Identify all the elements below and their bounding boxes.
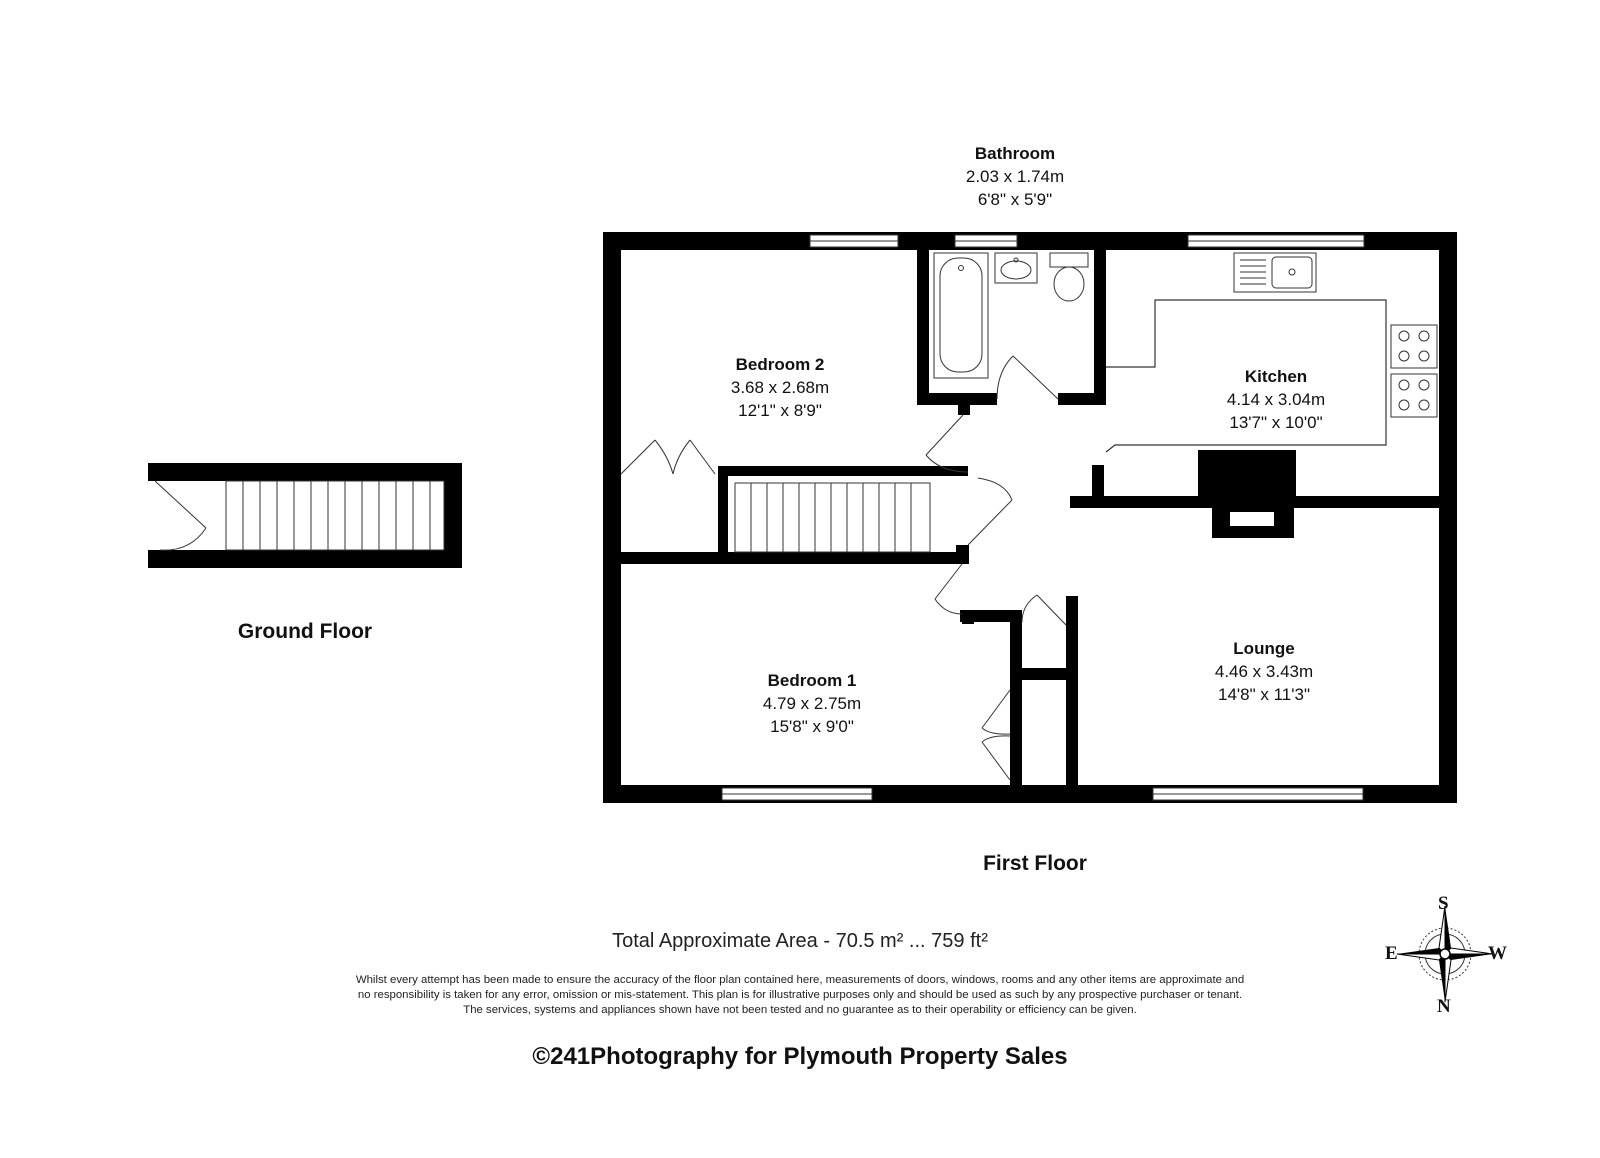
room-imperial: 15'8" x 9'0" (770, 717, 854, 736)
bathroom-wall-right (1094, 250, 1106, 405)
compass-rose-icon (1397, 906, 1493, 1002)
bath-icon (934, 253, 988, 378)
stairwell-wall-left (718, 466, 728, 552)
wall-post-hall (956, 545, 969, 564)
room-name: Bathroom (974, 144, 1056, 163)
compass-top-letter: S (1438, 893, 1449, 914)
toilet-icon (1050, 253, 1088, 301)
room-metric: 4.14 x 3.04m (1226, 390, 1326, 409)
cupboard-wall-mid (1010, 610, 1022, 678)
ground-floor-door (155, 481, 206, 550)
room-metric: 4.46 x 3.43m (1214, 662, 1314, 681)
ground-floor-wall-top (148, 463, 462, 481)
cupboard-wall-post (962, 610, 974, 624)
ground-floor-wall-bottom (148, 550, 462, 568)
bathroom-wall-bottom-right (1058, 393, 1106, 405)
total-area: Total Approximate Area - 70.5 m² ... 759 ft² (612, 930, 988, 952)
compass-bottom-letter: N (1437, 996, 1451, 1017)
outer-wall-right (1439, 232, 1457, 803)
ground-floor-stairs (226, 481, 444, 550)
room-label-bedroom-2 (700, 353, 860, 422)
hob-icon (1391, 325, 1437, 417)
disclaimer-line: no responsibility is taken for any error, omission or mis-statement. This plan is for illustrative purposes only and should be used as such by any prospective purchaser or tenant. (357, 989, 1243, 1001)
bathroom-wall-post (958, 405, 970, 415)
wall-post-kitchen (1092, 465, 1104, 501)
outer-wall-left (603, 232, 621, 803)
room-label-kitchen (1196, 365, 1356, 434)
basin-icon (995, 253, 1037, 283)
wall-lounge-left (1066, 596, 1078, 785)
chimney-breast (1198, 450, 1296, 508)
room-imperial: 13'7" x 10'0" (1229, 413, 1323, 432)
room-label-lounge (1184, 637, 1344, 706)
bathroom-wall-left (917, 250, 929, 405)
floor-label-first: First Floor (983, 852, 1087, 875)
room-metric: 2.03 x 1.74m (965, 167, 1065, 186)
room-name: Bedroom 1 (767, 671, 857, 690)
bathroom-wall-bottom-left (917, 393, 997, 405)
ground-floor-wall-right (444, 463, 462, 568)
room-imperial: 6'8" x 5'9" (977, 190, 1053, 209)
floor-label-ground: Ground Floor (237, 620, 373, 643)
stairwell-wall-top (718, 466, 968, 476)
room-label-bedroom-1 (732, 669, 892, 738)
compass-right-letter: W (1488, 943, 1507, 964)
compass-left-letter: E (1385, 943, 1398, 964)
room-name: Bedroom 2 (735, 355, 825, 374)
ground-floor-plan (148, 463, 462, 568)
room-name: Lounge (1233, 639, 1295, 658)
wall-bedroom2-bedroom1 (621, 552, 969, 564)
fireplace-opening (1230, 512, 1274, 526)
copyright-credit: ©241Photography for Plymouth Property Sales (532, 1043, 1068, 1070)
cupboard-wall-bottom (1010, 668, 1022, 785)
room-label-bathroom (935, 142, 1095, 211)
disclaimer-line: Whilst every attempt has been made to ensure the accuracy of the floor plan contained here, measurements of doors, windows, rooms and any other items are approximate and (355, 974, 1245, 986)
disclaimer-line: The services, systems and appliances shown have not been tested and no guarantee as to their operability or efficiency can be given. (463, 1004, 1137, 1016)
room-name: Kitchen (1244, 367, 1308, 386)
room-metric: 4.79 x 2.75m (762, 694, 862, 713)
room-imperial: 12'1" x 8'9" (738, 401, 822, 420)
kitchen-sink-icon (1234, 253, 1316, 292)
first-floor-stairs (735, 483, 930, 552)
disclaimer (320, 973, 1280, 1018)
room-metric: 3.68 x 2.68m (730, 378, 830, 397)
room-imperial: 14'8" x 11'3" (1218, 685, 1310, 704)
